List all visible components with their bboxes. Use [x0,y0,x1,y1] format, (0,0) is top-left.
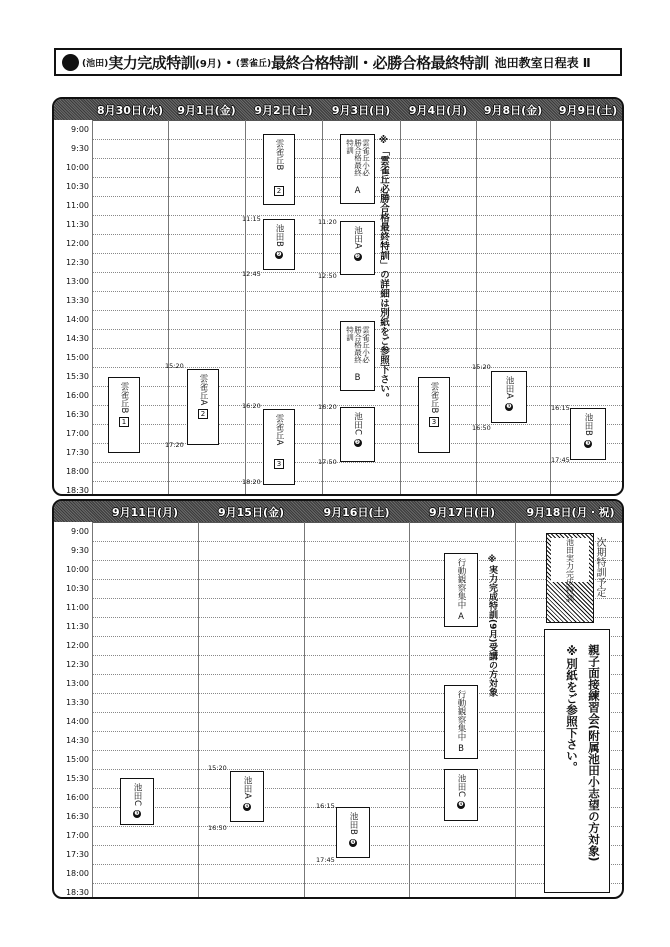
day-header: 8月30日(水) [96,103,164,117]
time-label: 17:30 [65,448,89,457]
day-divider [400,120,401,494]
day-divider [245,120,246,494]
time-gridline [92,769,622,770]
day-header: 9月9日(土) [558,103,618,117]
mock-interview-box: 親子面接練習会(附属池田小志望の方対象) ※別紙をご参照下さい。 [544,629,610,893]
start-time: 11:15 [242,215,261,223]
start-time: 16:20 [318,403,337,411]
day-header: 9月8日(金) [483,103,543,117]
end-time: 12:50 [318,272,337,280]
class-block: 雲雀丘A 3 [263,409,295,485]
class-block: 池田B ❷ [263,219,295,270]
end-time: 12:45 [242,270,261,278]
time-gridline [92,674,622,675]
end-time: 17:45 [551,456,570,464]
class-block: 雲雀丘B 3 [418,377,450,453]
time-gridline [92,617,622,618]
time-label: 9:30 [71,546,89,555]
class-block: 池田B ❹ [336,807,370,858]
next-course-label: 次期特訓予定 [594,537,605,597]
class-block: 雲雀丘A 2 [187,369,219,445]
time-label: 9:30 [71,144,89,153]
day-divider [409,522,410,897]
end-time: 17:45 [316,856,335,864]
title-tag-hibarigaoka: (雲雀丘) [235,58,272,69]
time-label: 18:00 [65,869,89,878]
time-gridline [92,522,622,523]
schedule-week-2 [52,499,624,899]
title-tag-ikeda: (池田) [82,58,109,69]
start-time: 16:20 [242,402,261,410]
class-block: 池田A ❹ [230,771,264,822]
class-block: 行動観察集中 A [444,553,478,627]
end-time: 17:50 [318,458,337,466]
time-label: 14:00 [65,717,89,726]
time-gridline [92,120,622,121]
time-gridline [92,788,622,789]
time-label: 13:00 [65,277,89,286]
day-divider [92,120,93,494]
day-divider [304,522,305,897]
day-header: 9月1日(金) [177,103,236,117]
time-label: 12:30 [65,660,89,669]
time-label: 14:00 [65,315,89,324]
time-gridline [92,405,622,406]
schedule-week-1 [52,97,624,496]
time-gridline [92,310,622,311]
class-block: 雲雀丘B 2 [263,134,295,205]
time-label: 17:00 [65,831,89,840]
title-main-1: 実力完成特訓 [108,53,196,72]
day-divider [476,120,477,494]
end-time: 17:20 [165,441,184,449]
start-time: 16:15 [551,404,570,412]
class-block: 池田C ❸ [120,778,154,825]
time-label: 17:00 [65,429,89,438]
page-title [54,48,622,76]
time-label: 10:00 [65,565,89,574]
time-label: 10:30 [65,584,89,593]
end-time: 16:50 [208,824,227,832]
hibarigaoka-note: ※「雲雀丘必勝合格最終特訓」の詳細は別紙をご参照下さい。 [378,135,389,403]
time-gridline [92,712,622,713]
time-label: 11:30 [65,220,89,229]
day-header: 9月16日(土) [323,505,390,519]
start-time: 15:20 [208,764,227,772]
class-block: 池田A ❸ [491,371,527,423]
title-month: (9月) [195,58,222,70]
time-label: 11:00 [65,603,89,612]
class-block: 行動観察集中 B [444,685,478,759]
day-divider [550,120,551,494]
time-label: 12:00 [65,239,89,248]
start-time: 15:20 [165,362,184,370]
sep-17-note: ※実力完成特訓(9月)受講の方対象 [487,555,497,697]
day-divider [198,522,199,897]
time-gridline [92,481,622,482]
time-label: 15:30 [65,774,89,783]
end-time: 16:50 [472,424,491,432]
time-label: 18:30 [65,486,89,495]
class-block: 雲雀丘小必勝合格最終特訓 B [340,321,375,391]
end-time: 18:20 [242,478,261,486]
time-gridline [92,291,622,292]
day-header: 9月15日(金) [217,505,285,519]
time-label: 10:00 [65,163,89,172]
day-header: 9月11日(月) [111,505,179,519]
time-label: 13:30 [65,296,89,305]
day-divider [515,522,516,897]
next-course-box: 池田実力完成特訓 [546,533,594,623]
time-label: 11:00 [65,201,89,210]
day-header: 9月17日(日) [428,505,496,519]
time-label: 16:30 [65,812,89,821]
time-gridline [92,883,622,884]
time-label: 18:30 [65,888,89,897]
title-separator: ・ [221,53,236,72]
time-label: 17:30 [65,850,89,859]
time-gridline [92,731,622,732]
time-label: 16:00 [65,391,89,400]
time-label: 9:00 [71,527,89,536]
time-label: 15:30 [65,372,89,381]
time-gridline [92,541,622,542]
day-divider [168,120,169,494]
time-gridline [92,636,622,637]
time-gridline [92,560,622,561]
day-divider [92,522,93,897]
day-divider [322,120,323,494]
time-label: 16:00 [65,793,89,802]
class-block: 池田A ❷ [340,221,375,275]
bullet-icon [62,54,79,71]
time-label: 12:00 [65,641,89,650]
class-block: 池田C ❷ [340,407,375,462]
start-time: 16:15 [316,802,335,810]
day-header: 9月2日(土) [254,103,313,117]
time-label: 13:30 [65,698,89,707]
time-label: 15:00 [65,353,89,362]
time-gridline [92,579,622,580]
time-label: 18:00 [65,467,89,476]
title-tail: 池田教室日程表 Ⅱ [494,55,591,70]
time-gridline [92,598,622,599]
time-label: 9:00 [71,125,89,134]
time-label: 11:30 [65,622,89,631]
class-block: 雲雀丘B 1 [108,377,140,453]
time-label: 14:30 [65,334,89,343]
time-gridline [92,462,622,463]
time-label: 12:30 [65,258,89,267]
time-label: 13:00 [65,679,89,688]
time-gridline [92,655,622,656]
time-label: 14:30 [65,736,89,745]
time-label: 15:00 [65,755,89,764]
time-label: 10:30 [65,182,89,191]
start-time: 11:20 [318,218,337,226]
day-header: 9月3日(日) [331,103,391,117]
time-gridline [92,750,622,751]
time-gridline [92,215,622,216]
title-main-2: 最終合格特訓・必勝合格最終特訓 [271,53,489,72]
time-gridline [92,864,622,865]
class-block: 池田B ❸ [570,408,606,460]
day-header: 9月18日(月・祝) [526,505,615,519]
day-header: 9月4日(月) [408,103,468,117]
time-gridline [92,693,622,694]
time-label: 16:30 [65,410,89,419]
class-block: 雲雀丘小必勝合格最終特訓 A [340,134,375,204]
class-block: 池田C ❹ [444,769,478,821]
start-time: 15:20 [472,363,491,371]
